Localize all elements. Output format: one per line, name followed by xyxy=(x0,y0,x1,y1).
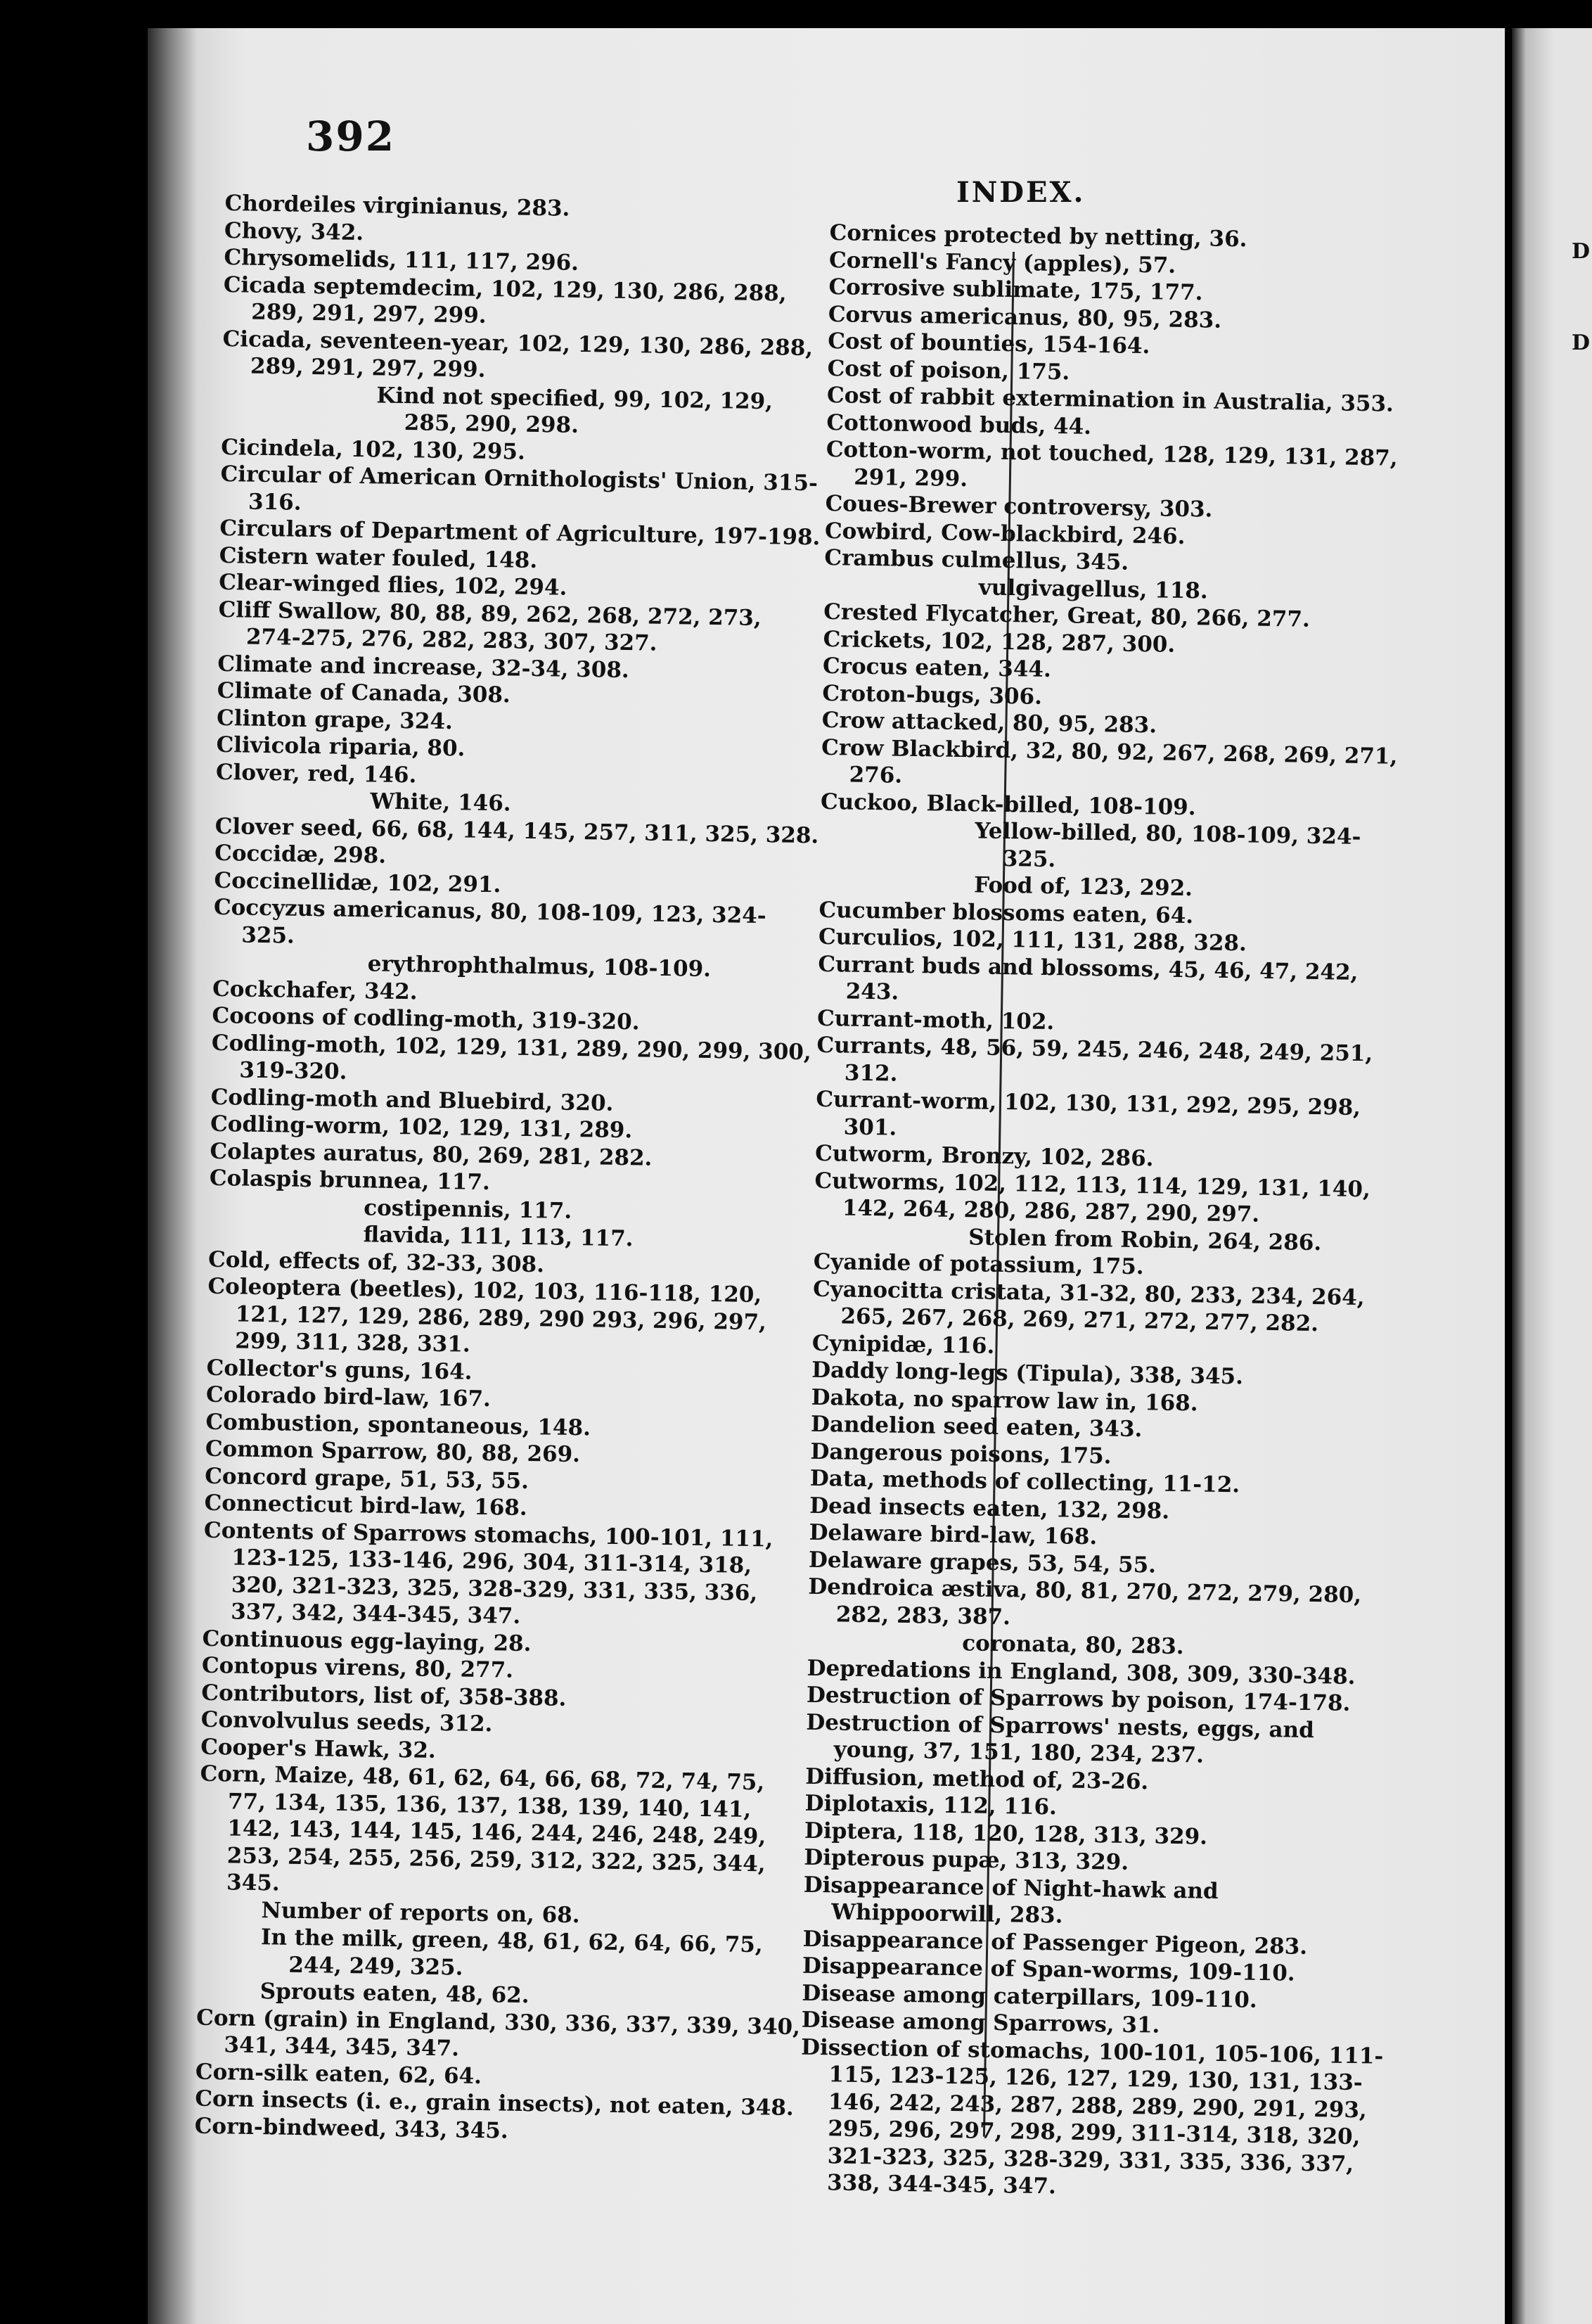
index-entry: Cicada, seventeen-year, 102, 129, 130, 286, 288, 289, 291, 297, 299. xyxy=(222,326,814,383)
index-entry: Coleoptera (beetles), 102, 103, 116-118, 120, 121, 127, 129, 286, 289, 290 293, 296, 297, 299, 311, 328, 331. xyxy=(207,1273,767,1358)
index-entry: Diptera, 118, 120, 128, 313, 329. xyxy=(804,1818,1208,1850)
index-entry: Currant-worm, 102, 130, 131, 292, 295, 298, 301. xyxy=(816,1086,1361,1141)
index-entry: erythrophthalmus, 108-109. xyxy=(367,951,712,982)
index-entry: Coues-Brewer controversy, 303. xyxy=(825,490,1213,523)
index-entry: Dendroica æstiva, 80, 81, 270, 272, 279, 280, 282, 283, 387. xyxy=(808,1573,1362,1630)
index-entry: Crow Blackbird, 32, 80, 92, 267, 268, 269, 271, 276. xyxy=(821,734,1398,788)
index-entry: Data, methods of collecting, 11-12. xyxy=(809,1465,1240,1498)
index-entry: Codling-moth and Bluebird, 320. xyxy=(210,1084,614,1116)
index-entry: Food of, 123, 292. xyxy=(973,872,1193,902)
index-entry: Crambus culmellus, 345. xyxy=(824,544,1129,575)
index-entry: Cooper's Hawk, 32. xyxy=(200,1734,437,1763)
index-entry: Clivicola riparia, 80. xyxy=(216,732,466,762)
index-entry: Continuous egg-laying, 28. xyxy=(202,1626,532,1656)
index-entry: Disappearance of Span-worms, 109-110. xyxy=(802,1953,1295,1986)
index-entry: Cynipidæ, 116. xyxy=(811,1330,995,1359)
index-entry: Corrosive sublimate, 175, 177. xyxy=(828,274,1203,306)
index-entry: Climate and increase, 32-34, 308. xyxy=(217,651,630,683)
index-entry: Cistern water fouled, 148. xyxy=(219,542,538,573)
index-entry: Cicada septemdecim, 102, 129, 130, 286, 288, 289, 291, 297, 299. xyxy=(223,272,787,328)
page-heading: INDEX. xyxy=(956,176,1086,209)
index-entry: Crickets, 102, 128, 287, 300. xyxy=(823,626,1176,658)
index-entry: Kind not specified, 99, 102, 129, 285, 290, 298. xyxy=(376,382,773,438)
index-entry: Colorado bird-law, 167. xyxy=(205,1381,492,1412)
index-entry: Delaware grapes, 53, 54, 55. xyxy=(808,1547,1157,1578)
facing-page-fragment: D xyxy=(1572,331,1591,355)
index-entry: Clear-winged flies, 102, 294. xyxy=(218,569,567,601)
index-entry: Dissection of stomachs, 100-101, 105-106, 111-115, 123-125, 126, 127, 129, 130, 131, 133-146, 242, 243, 287, 288, 289, 290, 291, 293, 295, 296, 297, 298, 299, 311-314, 318, 320, 321-323, 325, 328-329, 331, 335, 336, 337, 338, 344-345, 347. xyxy=(800,2034,1384,2200)
index-entry: Contopus virens, 80, 277. xyxy=(201,1652,514,1683)
index-entry: Depredations in England, 308, 309, 330-348. xyxy=(807,1655,1356,1690)
index-entry: Diffusion, method of, 23-26. xyxy=(804,1763,1149,1794)
index-entry: vulgivagellus, 118. xyxy=(978,574,1208,604)
index-entry: Currants, 48, 56, 59, 245, 246, 248, 249, 251, 312. xyxy=(816,1032,1373,1087)
index-entry: Corn (grain) in England, 330, 336, 337, 339, 340, 341, 344, 345, 347. xyxy=(195,2005,801,2062)
index-entry: Cost of poison, 175. xyxy=(827,355,1070,385)
index-entry: Dakota, no sparrow law in, 168. xyxy=(811,1384,1198,1416)
index-entry: Combustion, spontaneous, 148. xyxy=(205,1409,591,1441)
index-entry: Yellow-billed, 80, 108-109, 324-325. xyxy=(975,818,1361,872)
index-entry: Cold, effects of, 32-33, 308. xyxy=(207,1246,545,1277)
index-entry: Cutworm, Bronzy, 102, 286. xyxy=(814,1140,1154,1172)
index-column-left xyxy=(194,190,829,2149)
index-entry: Cost of bounties, 154-164. xyxy=(827,328,1150,359)
index-entry: Delaware bird-law, 168. xyxy=(809,1519,1098,1550)
index-entry: Cornices protected by netting, 36. xyxy=(829,219,1247,253)
index-entry: Currant-moth, 102. xyxy=(816,1005,1055,1035)
index-entry: In the milk, green, 48, 61, 62, 64, 66, 75, 244, 249, 325. xyxy=(260,1924,763,1981)
index-entry: Number of reports on, 68. xyxy=(261,1897,580,1928)
index-entry: Cuckoo, Black-billed, 108-109. xyxy=(820,788,1196,820)
page-number: 392 xyxy=(306,113,396,160)
index-entry: Stolen from Robin, 264, 286. xyxy=(968,1224,1322,1256)
index-entry: Sprouts eaten, 48, 62. xyxy=(259,1979,529,2009)
index-entry: Disappearance of Passenger Pigeon, 283. xyxy=(802,1926,1308,1960)
index-entry: Codling-moth, 102, 129, 131, 289, 290, 299, 300, 319-320. xyxy=(211,1030,811,1085)
index-entry: Corn, Maize, 48, 61, 62, 64, 66, 68, 72, 74, 75, 77, 134, 135, 136, 137, 138, 139, 140, 141, 142, 143, 144, 145, 146, 244, 246, 248, 249, 253, 254, 255, 256, 259, 312, 322, 325, 344, 345. xyxy=(200,1761,766,1896)
index-entry: Collector's guns, 164. xyxy=(206,1355,473,1385)
index-entry: Cliff Swallow, 80, 88, 89, 262, 268, 272, 273, 274-275, 276, 282, 283, 307, 327. xyxy=(218,596,762,656)
index-entry: Chordeiles virginianus, 283. xyxy=(224,190,570,222)
index-entry: Circulars of Department of Agriculture, 197-198. xyxy=(219,515,821,551)
index-entry: Destruction of Sparrows' nests, eggs, and young, 37, 151, 180, 234, 237. xyxy=(806,1709,1315,1768)
index-entry: Coccyzus americanus, 80, 108-109, 123, 324-325. xyxy=(213,894,766,949)
index-entry: Coccidæ, 298. xyxy=(214,840,387,869)
facing-page-fragment: D xyxy=(1572,239,1591,264)
index-column-right xyxy=(799,219,1413,2205)
index-entry: Cicindela, 102, 130, 295. xyxy=(220,434,526,465)
index-entry: Chovy, 342. xyxy=(224,217,364,245)
index-entry: Dipterous pupæ, 313, 329. xyxy=(804,1844,1129,1875)
index-entry: Coccinellidæ, 102, 291. xyxy=(214,867,501,898)
index-entry: White, 146. xyxy=(370,788,511,817)
index-entry: Currant buds and blossoms, 45, 46, 47, 242, 243. xyxy=(818,951,1359,1005)
index-entry: flavida, 111, 113, 117. xyxy=(363,1222,634,1252)
index-entry: Crested Flycatcher, Great, 80, 266, 277. xyxy=(823,599,1311,632)
index-entry: Cost of rabbit extermination in Australia, 353. xyxy=(826,382,1394,417)
index-entry: Cutworms, 102, 112, 113, 114, 129, 131, 140, 142, 264, 280, 286, 287, 290, 297. xyxy=(814,1168,1371,1227)
index-entry: Concord grape, 51, 53, 55. xyxy=(204,1463,529,1494)
index-entry: Chrysomelids, 111, 117, 296. xyxy=(224,244,579,276)
index-entry: Cyanocitta cristata, 31-32, 80, 233, 234, 264, 265, 267, 268, 269, 271, 272, 277, 282. xyxy=(812,1276,1365,1337)
index-entry: Cocoons of codling-moth, 319-320. xyxy=(212,1002,640,1035)
index-entry: Croton-bugs, 306. xyxy=(822,680,1043,710)
index-entry: Dandelion seed eaten, 343. xyxy=(810,1411,1143,1443)
index-entry: Corn insects (i. e., grain insects), not eaten, 348. xyxy=(195,2086,795,2121)
index-entry: Colaspis brunnea, 117. xyxy=(209,1165,491,1196)
index-entry: Disease among caterpillars, 109-110. xyxy=(802,1980,1257,2013)
index-entry: Clover seed, 66, 68, 144, 145, 257, 311, 325, 328. xyxy=(214,813,819,848)
index-entry: Contents of Sparrows stomachs, 100-101, 111, 123-125, 133-146, 296, 304, 311-314, 318, 320, 321-323, 325, 328-329, 331, 335, 336, 337, 342, 344-345, 347. xyxy=(203,1517,773,1629)
index-entry: Cotton-worm, not touched, 128, 129, 131, 287, 291, 299. xyxy=(826,436,1398,492)
index-entry: Clinton grape, 324. xyxy=(216,705,454,734)
index-entry: Circular of American Ornithologists' Union, 315-316. xyxy=(220,461,819,516)
index-entry: Dead insects eaten, 132, 298. xyxy=(809,1493,1170,1524)
index-entry: Corvus americanus, 80, 95, 283. xyxy=(828,301,1222,333)
facing-page-edge xyxy=(1512,28,1592,2324)
index-entry: Corn-silk eaten, 62, 64. xyxy=(195,2059,482,2089)
index-entry: Cyanide of potassium, 175. xyxy=(813,1249,1144,1280)
index-entry: Disease among Sparrows, 31. xyxy=(801,2007,1160,2038)
index-entry: Contributors, list of, 358-388. xyxy=(201,1680,567,1711)
index-entry: Curculios, 102, 111, 131, 288, 328. xyxy=(818,924,1247,957)
index-entry: Connecticut bird-law, 168. xyxy=(204,1490,527,1521)
index-entry: Destruction of Sparrows by poison, 174-178. xyxy=(806,1682,1351,1716)
index-entry: Climate of Canada, 308. xyxy=(217,677,511,708)
index-entry: Corn-bindweed, 343, 345. xyxy=(194,2113,508,2144)
index-entry: coronata, 80, 283. xyxy=(961,1630,1184,1660)
index-entry: Codling-worm, 102, 129, 131, 289. xyxy=(210,1111,633,1144)
index-entry: Colaptes auratus, 80, 269, 281, 282. xyxy=(210,1138,653,1171)
index-entry: Cornell's Fancy (apples), 57. xyxy=(828,247,1176,279)
index-entry: Clover, red, 146. xyxy=(215,759,417,788)
index-entry: costipennis, 117. xyxy=(364,1194,572,1224)
index-entry: Convolvulus seeds, 312. xyxy=(200,1706,493,1737)
index-entry: Crocus eaten, 344. xyxy=(822,653,1052,683)
index-entry: Crow attacked, 80, 95, 283. xyxy=(821,707,1157,739)
index-entry: Cowbird, Cow-blackbird, 246. xyxy=(824,518,1186,549)
index-entry: Disappearance of Night-hawk and Whippoorwill, 283. xyxy=(803,1872,1219,1929)
index-entry: Cottonwood buds, 44. xyxy=(826,409,1092,440)
index-entry: Cucumber blossoms eaten, 64. xyxy=(819,897,1194,928)
index-entry: Dangerous poisons, 175. xyxy=(810,1438,1112,1469)
index-entry: Diplotaxis, 112, 116. xyxy=(804,1790,1058,1820)
index-entry: Daddy long-legs (Tipula), 338, 345. xyxy=(811,1357,1244,1390)
index-entry: Common Sparrow, 80, 88, 269. xyxy=(205,1436,581,1468)
index-entry: Cockchafer, 342. xyxy=(212,976,418,1004)
